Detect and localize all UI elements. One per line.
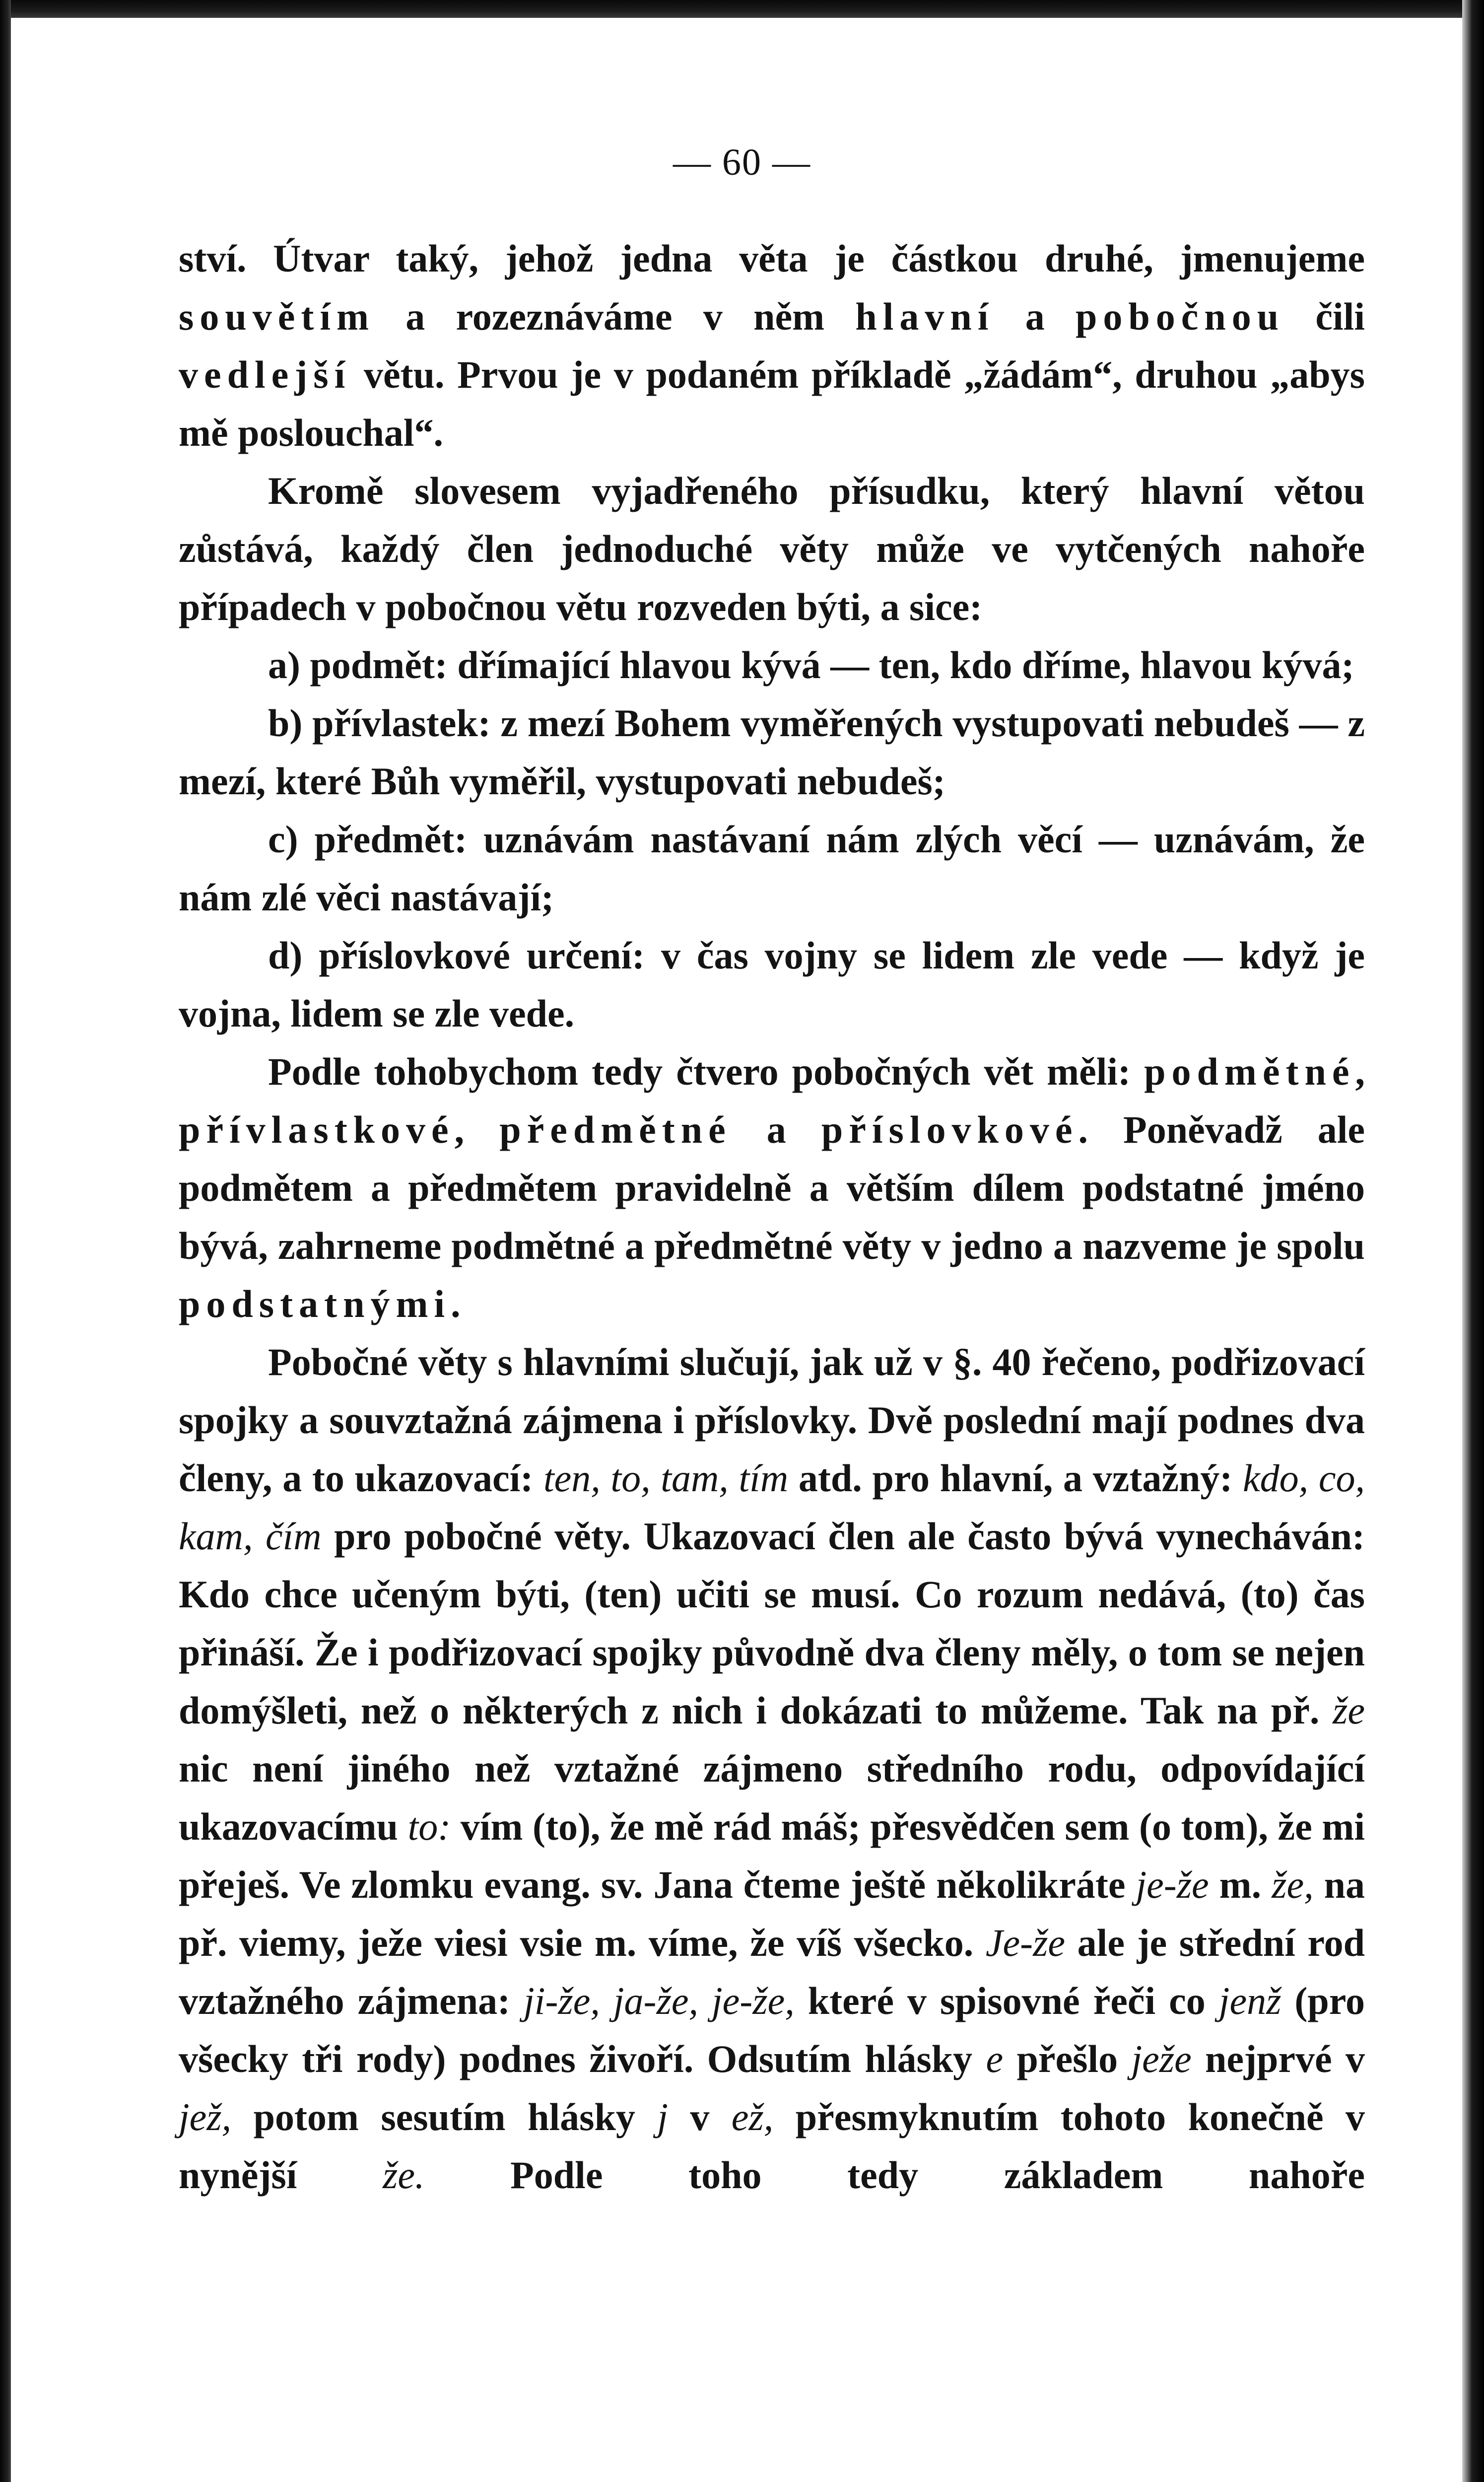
italic-term: ež, bbox=[731, 2095, 774, 2138]
italic-term: e bbox=[986, 2037, 1004, 2080]
example-b-attribute bbox=[179, 694, 1365, 810]
italic-term: jež, bbox=[179, 2095, 232, 2138]
spaced-term: pobočnou bbox=[1075, 295, 1285, 338]
text-run: , bbox=[1355, 1050, 1365, 1093]
scan-edge-left bbox=[0, 0, 11, 2482]
italic-term: Je-že bbox=[985, 1921, 1066, 1964]
text-run: m. bbox=[1209, 1863, 1272, 1906]
italic-term: ježe bbox=[1131, 2037, 1192, 2080]
italic-term: to: bbox=[407, 1805, 451, 1848]
spaced-term: podstatnými bbox=[179, 1282, 451, 1325]
paragraph-7 bbox=[179, 1042, 1365, 1333]
text-run: Podle toho tedy základem nahoře bbox=[424, 2153, 1365, 2197]
italic-term: jenž bbox=[1218, 1979, 1282, 2022]
spaced-term: hlavní bbox=[855, 295, 995, 338]
italic-term: že. bbox=[383, 2153, 425, 2197]
example-c-object bbox=[179, 810, 1365, 926]
paragraph-1 bbox=[179, 229, 1365, 462]
text-run: a) podmět: dřímající hlavou kývá — ten, kdo dříme, hlavou kývá; bbox=[268, 643, 1354, 687]
text-run: a bbox=[731, 1108, 821, 1151]
text-run: b) přívlastek: z mezí Bohem vyměřených vystupovati nebudeš — z mezí, které Bůh vyměřil, vystupovati nebudeš; bbox=[179, 701, 1365, 803]
text-run: c) předmět: uznávám nastávaní nám zlých věcí — uznávám, že nám zlé věci nastávají; bbox=[179, 818, 1365, 919]
paragraph-2 bbox=[179, 462, 1365, 636]
text-run: v bbox=[668, 2095, 732, 2138]
italic-term: j bbox=[657, 2095, 668, 2138]
text-run: Pobočné věty s hlavními slučují, jak už v §. 40 řečeno, podřizovací spojky a souvztažná zájmena i příslovky. Dvě poslední mají podnes dva členy, a to ukazovací: bbox=[179, 1340, 1365, 1500]
text-run: atd. pro hlavní, a vztažný: bbox=[788, 1456, 1243, 1500]
text-run: na př. viemy, ježe viesi vsie m. víme, že víš všecko. bbox=[179, 1863, 1365, 1964]
spaced-term: přívlastkové bbox=[179, 1108, 455, 1151]
text-run: d) příslovkové určení: v čas vojny se lidem zle vede — když je vojna, lidem se zle vede. bbox=[179, 934, 1365, 1035]
text-run: (pro všecky tři rody) podnes živoří. Odsutím hlásky bbox=[179, 1979, 1365, 2080]
spaced-term: předmětné bbox=[499, 1108, 732, 1151]
text-run: které v spisovné řeči co bbox=[794, 1979, 1219, 2022]
text-run: Kromě slovesem vyjadřeného přísudku, který hlavní větou zůstává, každý člen jednoduché věty může ve vytčených nahoře případech v pobočnou větu rozveden býti, a sice: bbox=[179, 469, 1365, 628]
text-run: přešlo bbox=[1003, 2037, 1132, 2080]
text-run: nic není jiného než vztažné zájmeno středního rodu, odpovídající ukazovacímu bbox=[179, 1747, 1365, 1848]
text-run: , bbox=[454, 1108, 500, 1151]
text-run: a bbox=[994, 295, 1076, 338]
italic-term: je-že bbox=[1136, 1863, 1209, 1906]
italic-term: kdo, co, kam, čím bbox=[179, 1456, 1365, 1558]
spaced-term: podmětné bbox=[1144, 1050, 1355, 1093]
scan-edge-right bbox=[1462, 0, 1484, 2482]
text-run: . Poněvadž ale podmětem a předmětem pravidelně a větším dílem podstatné jméno bývá, zahrneme podmětné a předmětné věty v jedno a nazveme je spolu bbox=[179, 1108, 1365, 1267]
paragraph-8 bbox=[179, 1333, 1365, 2204]
spaced-term: vedlejší bbox=[179, 353, 351, 396]
text-run: vím (to), že mě rád máš; přesvědčen sem (o tom), že mi přeješ. Ve zlomku evang. sv. Jana čteme ještě několikráte bbox=[179, 1805, 1365, 1906]
spaced-term: příslovkové bbox=[821, 1108, 1079, 1151]
scan-edge-top bbox=[0, 0, 1484, 18]
italic-term: ten, to, tam, tím bbox=[543, 1456, 789, 1500]
text-run: potom sesutím hlásky bbox=[231, 2095, 658, 2138]
text-run: a rozeznáváme v něm bbox=[374, 295, 856, 338]
italic-term: že bbox=[1333, 1689, 1365, 1732]
italic-term: že, bbox=[1272, 1863, 1314, 1906]
example-a-subject bbox=[179, 636, 1365, 694]
italic-term: ji-že, ja-že, je-že, bbox=[524, 1979, 795, 2022]
page-number: — 60 — bbox=[673, 141, 811, 183]
text-run: pro pobočné věty. Ukazovací člen ale často bývá vynecháván: Kdo chce učeným býti, (ten) učiti se musí. Co rozum nedává, (to) čas přináší. Že i podřizovací spojky původně dva členy měly, o tom se nejen domýšleti, než o některých z nich i dokázati to můžeme. Tak na př. bbox=[179, 1515, 1365, 1732]
text-run: Podle tohobychom tedy čtvero pobočných vět měli: bbox=[268, 1050, 1145, 1093]
text-run: ství. Útvar taký, jehož jedna věta je částkou druhé, jmenujeme bbox=[179, 237, 1365, 280]
example-d-adverbial bbox=[179, 926, 1365, 1042]
spaced-term: souvětím bbox=[179, 295, 375, 338]
text-run: přesmyknutím tohoto konečně v nynější bbox=[179, 2095, 1365, 2197]
text-run: . bbox=[451, 1282, 461, 1325]
text-run: ale je střední rod vztažného zájmena: bbox=[179, 1921, 1365, 2022]
text-run: větu. Prvou je v podaném příkladě „žádám“, druhou „abys mě poslouchal“. bbox=[179, 353, 1365, 454]
body-text bbox=[179, 229, 1365, 2204]
text-run: čili bbox=[1284, 295, 1365, 338]
text-run: nejprvé v bbox=[1191, 2037, 1365, 2080]
